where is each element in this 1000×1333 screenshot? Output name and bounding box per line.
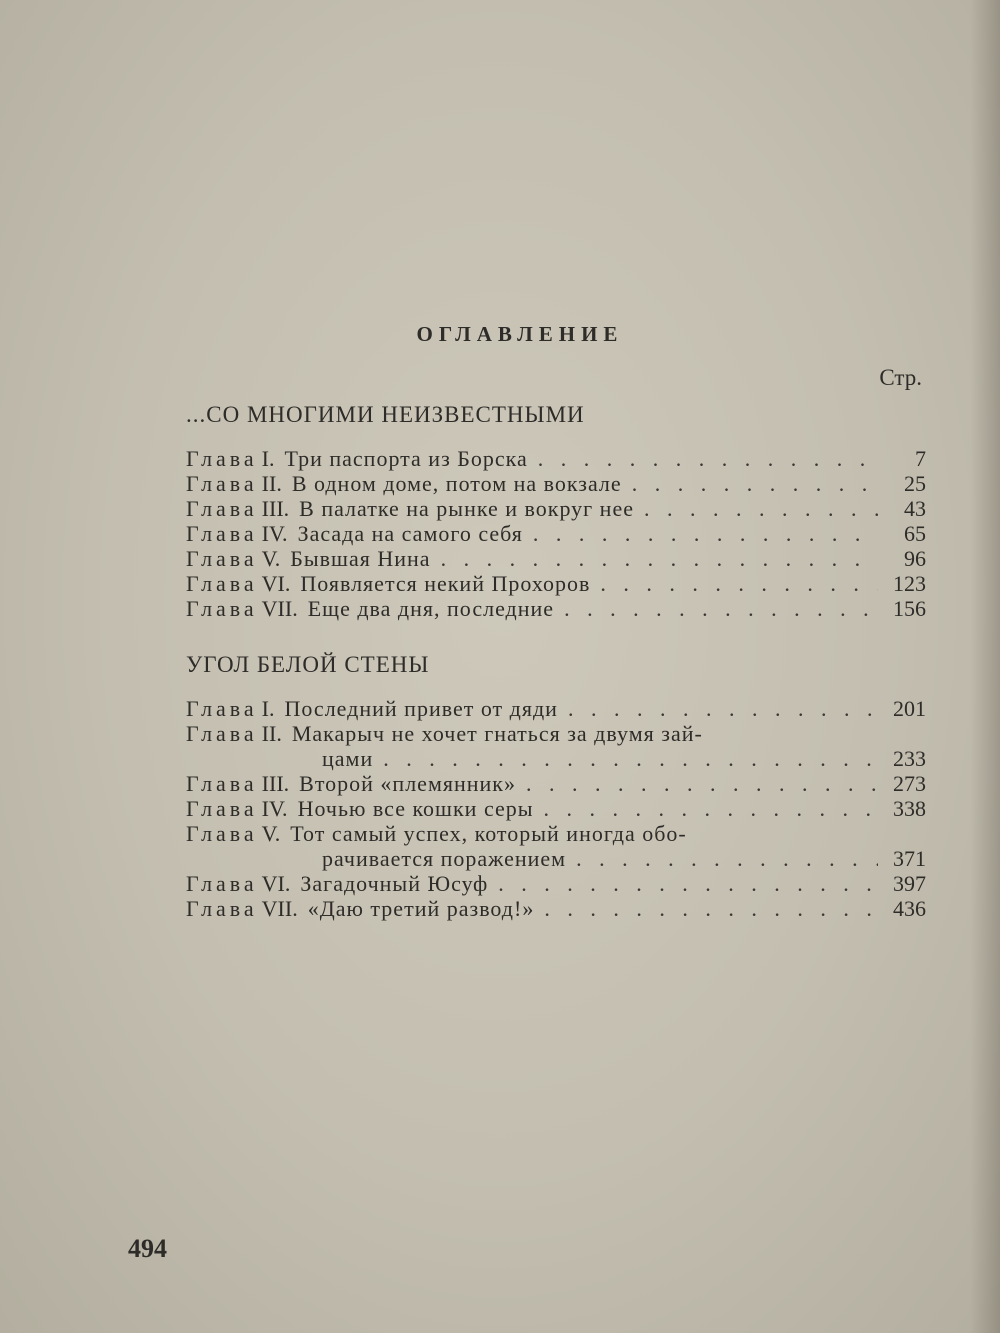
chapter-entry <box>186 521 926 546</box>
chapter-number: II. <box>261 471 282 496</box>
dot-leader <box>523 521 878 546</box>
page-column-header: Стр. <box>879 365 922 390</box>
chapter-label: Глава <box>186 496 258 521</box>
chapter-number: III. <box>261 496 290 521</box>
chapter-page: 43 <box>904 496 926 521</box>
chapter-title: В одном доме, потом на вокзале <box>291 471 622 496</box>
dot-leader <box>534 896 878 921</box>
chapter-title: Три паспорта из Борска <box>284 446 528 471</box>
chapter-title: Бывшая Нина <box>290 546 431 571</box>
chapter-title: Засада на самого себя <box>297 521 523 546</box>
chapter-entry-continuation <box>186 746 926 771</box>
chapter-number: I. <box>261 696 275 721</box>
chapter-page: 233 <box>893 746 926 771</box>
chapter-label: Глава <box>186 771 258 796</box>
page-number: 494 <box>128 1234 167 1263</box>
section-title: ...СО МНОГИМИ НЕИЗВЕСТНЫМИ <box>186 402 585 427</box>
chapter-entry <box>186 446 926 471</box>
section-title: УГОЛ БЕЛОЙ СТЕНЫ <box>186 652 430 677</box>
chapter-number: VII. <box>261 896 298 921</box>
chapter-number: VII. <box>261 596 298 621</box>
chapter-entry <box>186 571 926 596</box>
chapter-title: Загадочный Юсуф <box>300 871 489 896</box>
chapter-label: Глава <box>186 546 258 571</box>
chapter-page: 371 <box>893 846 926 871</box>
chapter-entry <box>186 721 926 746</box>
chapter-number: II. <box>261 721 282 746</box>
chapter-title: Ночью все кошки серы <box>297 796 534 821</box>
dot-leader <box>373 746 878 771</box>
toc-section-1 <box>186 398 926 621</box>
chapter-page: 123 <box>893 571 926 596</box>
chapter-entry <box>186 796 926 821</box>
chapter-label: Глава <box>186 521 258 546</box>
dot-leader <box>554 596 878 621</box>
chapter-title: Последний привет от дяди <box>284 696 558 721</box>
chapter-entry <box>186 471 926 496</box>
chapter-entry <box>186 696 926 721</box>
chapter-number: V. <box>261 546 281 571</box>
chapter-label: Глава <box>186 696 258 721</box>
chapter-entry-continuation <box>186 846 926 871</box>
chapter-title: «Даю третий развод!» <box>307 896 535 921</box>
chapter-list <box>186 696 926 921</box>
chapter-entry <box>186 896 926 921</box>
chapter-title-continuation: рачивается поражением <box>322 846 567 871</box>
dot-leader <box>590 571 878 596</box>
chapter-page: 25 <box>904 471 926 496</box>
dot-leader <box>634 496 878 521</box>
chapter-entry <box>186 771 926 796</box>
chapter-number: VI. <box>261 571 291 596</box>
chapter-number: I. <box>261 446 275 471</box>
chapter-label: Глава <box>186 871 258 896</box>
chapter-label: Глава <box>186 571 258 596</box>
chapter-title-continuation: цами <box>322 746 374 771</box>
chapter-page: 7 <box>915 446 926 471</box>
dot-leader <box>528 446 878 471</box>
chapter-page: 338 <box>893 796 926 821</box>
chapter-page: 65 <box>904 521 926 546</box>
chapter-entry <box>186 821 926 846</box>
chapter-title: Второй «племянник» <box>299 771 516 796</box>
chapter-page: 156 <box>893 596 926 621</box>
page-edge-shadow <box>970 0 1000 1333</box>
chapter-number: V. <box>261 821 281 846</box>
chapter-label: Глава <box>186 471 258 496</box>
chapter-entry <box>186 596 926 621</box>
chapter-page: 273 <box>893 771 926 796</box>
chapter-title: Макарыч не хочет гнаться за двумя зай- <box>291 721 703 746</box>
chapter-entry <box>186 496 926 521</box>
chapter-page: 201 <box>893 696 926 721</box>
dot-leader <box>516 771 878 796</box>
dot-leader <box>534 796 878 821</box>
dot-leader <box>431 546 878 571</box>
chapter-label: Глава <box>186 446 258 471</box>
dot-leader <box>558 696 878 721</box>
chapter-label: Глава <box>186 796 258 821</box>
chapter-title: Появляется некий Прохоров <box>300 571 591 596</box>
chapter-label: Глава <box>186 896 258 921</box>
chapter-page: 436 <box>893 896 926 921</box>
chapter-number: III. <box>261 771 290 796</box>
chapter-label: Глава <box>186 721 258 746</box>
dot-leader <box>622 471 878 496</box>
dot-leader <box>566 846 878 871</box>
chapter-page: 397 <box>893 871 926 896</box>
chapter-label: Глава <box>186 821 258 846</box>
chapter-number: IV. <box>261 521 288 546</box>
toc-section-2 <box>186 648 926 921</box>
chapter-title: Еще два дня, последние <box>307 596 555 621</box>
chapter-number: IV. <box>261 796 288 821</box>
chapter-number: VI. <box>261 871 291 896</box>
chapter-label: Глава <box>186 596 258 621</box>
toc-title: ОГЛАВЛЕНИЕ <box>416 322 624 346</box>
chapter-entry <box>186 546 926 571</box>
chapter-list <box>186 446 926 621</box>
chapter-title: В палатке на рынке и вокруг нее <box>299 496 634 521</box>
chapter-title: Тот самый успех, который иногда обо- <box>290 821 687 846</box>
dot-leader <box>488 871 878 896</box>
chapter-page: 96 <box>904 546 926 571</box>
chapter-entry <box>186 871 926 896</box>
